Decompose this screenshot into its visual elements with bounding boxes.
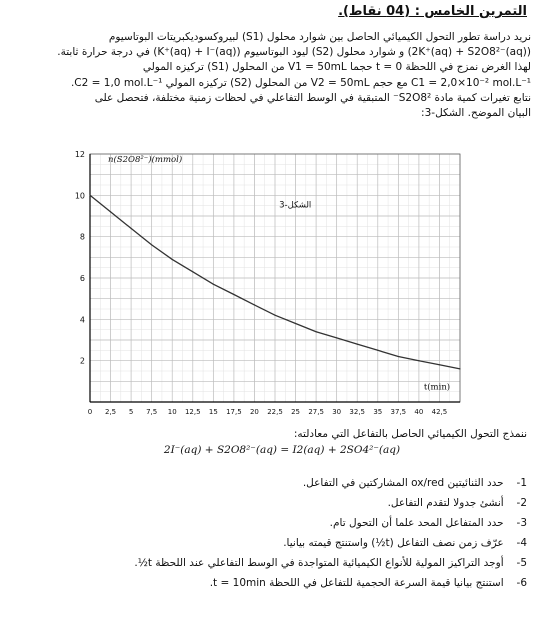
x-tick-label: 15: [208, 408, 218, 416]
data-point: [172, 259, 173, 260]
question-number: 2-: [516, 497, 527, 509]
intro-line: البيان الموضح. الشكل-3:: [421, 107, 531, 120]
data-point: [316, 331, 317, 332]
data-point: [398, 356, 399, 357]
question-number: 6-: [516, 577, 527, 589]
x-tick-label: 22,5: [267, 408, 283, 416]
question-number: 4-: [516, 537, 527, 549]
intro-line: لهذا الغرض نمزج في اللحظة t = 0 حجما V1 = 50mL من المحلول (S1) تركيزه المولي: [142, 61, 531, 74]
x-tick-label: 42,5: [431, 408, 448, 416]
data-point: [377, 350, 378, 351]
question-item: [37, 476, 527, 490]
x-tick-label: 25: [291, 408, 301, 416]
data-point: [151, 244, 152, 245]
x-tick-label: 37,5: [390, 408, 407, 416]
data-point: [274, 315, 275, 316]
x-tick-label: 2,5: [104, 408, 117, 416]
question-item: [37, 516, 527, 530]
data-point: [192, 271, 193, 272]
question-text: أوجد التراكيز المولية للأنواع الكيميائية المتواجدة في الوسط التفاعلي عند اللحظة t½.: [134, 557, 504, 569]
data-point: [357, 344, 358, 345]
question-number: 1-: [516, 477, 527, 489]
x-tick-label: 12,5: [184, 408, 201, 416]
question-item: [37, 496, 527, 510]
question-number: 3-: [516, 517, 527, 529]
y-tick-label: 8: [79, 232, 85, 242]
question-text: حدد المتفاعل المحد علما أن التحول تام.: [329, 517, 504, 529]
x-tick-label: 5: [128, 408, 134, 416]
question-list: [37, 476, 527, 590]
decay-chart: [68, 144, 468, 422]
question-number: 5-: [516, 557, 527, 569]
x-tick-label: 7,5: [146, 408, 158, 416]
intro-line: نتابع تغيرات كمية مادة S2O8²⁻ المتبقية في الوسط التفاعلي في لحظات زمنية مختلفة، فتحصل على: [94, 91, 531, 104]
y-tick-label: 6: [79, 274, 85, 283]
question-text: استنتج بيانيا قيمة السرعة الحجمية للتفاعل في اللحظة t = 10min.: [209, 577, 504, 589]
question-text: عرّف زمن نصف التفاعل (t½) واستنتج قيمته بيانيا.: [283, 537, 504, 549]
data-point: [213, 284, 214, 285]
x-tick-label: 20: [249, 408, 259, 416]
intro-line: نريد دراسة تطور التحول الكيميائي الحاصل بين شوارد محلول (S1) لبيروكسوديكبريتات البوتاسيوم: [108, 31, 531, 43]
y-tick-label: 4: [79, 315, 85, 325]
question-item: [37, 536, 527, 550]
x-tick-label: 40: [414, 408, 424, 416]
reaction-equation: 2I⁻(aq) + S2O8²⁻(aq) = I2(aq) + 2SO4²⁻(aq): [163, 444, 401, 456]
intro-line: C1 = 2,0×10⁻² mol.L⁻¹ مع حجم V2 = 50mL من المحلول (S2) تركيزه المولي C2 = 1,0 mol.L⁻¹.: [70, 76, 531, 89]
data-point: [110, 211, 111, 212]
data-point: [89, 195, 90, 196]
y-tick-label: 12: [74, 150, 85, 159]
intro-text: [26, 30, 531, 121]
y-tick-label: 2: [79, 356, 85, 366]
y-tick-label: 10: [74, 191, 85, 201]
questions-lead: ننمذج التحول الكيميائي الحاصل بالتفاعل التي معادلته:: [293, 428, 527, 440]
x-tick-label: 27,5: [308, 408, 324, 416]
data-point: [295, 323, 296, 324]
x-tick-label: 32,5: [349, 408, 366, 416]
question-item: [37, 556, 527, 570]
x-tick-label: 30: [332, 408, 342, 416]
data-point: [233, 294, 234, 295]
data-point: [336, 337, 337, 338]
chart-title: الشكل-3: [279, 200, 312, 211]
x-tick-label: 17,5: [226, 408, 242, 416]
question-text: حدد الثنائيتين ox/red المشاركتين في التفاعل.: [302, 477, 504, 489]
x-axis-label: t(min): [423, 382, 451, 393]
exercise-title: التمرين الخامس : (04 نقاط).: [338, 4, 527, 19]
data-point: [418, 360, 419, 361]
y-axis-label: n(S2O8²⁻)(mmol): [108, 155, 183, 165]
questions-section: [37, 428, 527, 596]
data-point: [254, 304, 255, 305]
question-text: أنشئ جدولا لتقدم التفاعل.: [387, 497, 504, 509]
data-point: [439, 364, 440, 365]
x-tick-label: 0: [87, 408, 93, 416]
x-tick-label: 10: [167, 408, 177, 416]
data-point: [131, 228, 132, 229]
x-tick-label: 35: [373, 408, 383, 416]
data-point: [459, 368, 460, 369]
question-item: [37, 576, 527, 590]
intro-line: (2K⁺(aq) + S2O8²⁻(aq)) و شوارد محلول (S2) ليود البوتاسيوم (K⁺(aq) + I⁻(aq)) في درجة حرارة ثابتة.: [57, 46, 531, 59]
